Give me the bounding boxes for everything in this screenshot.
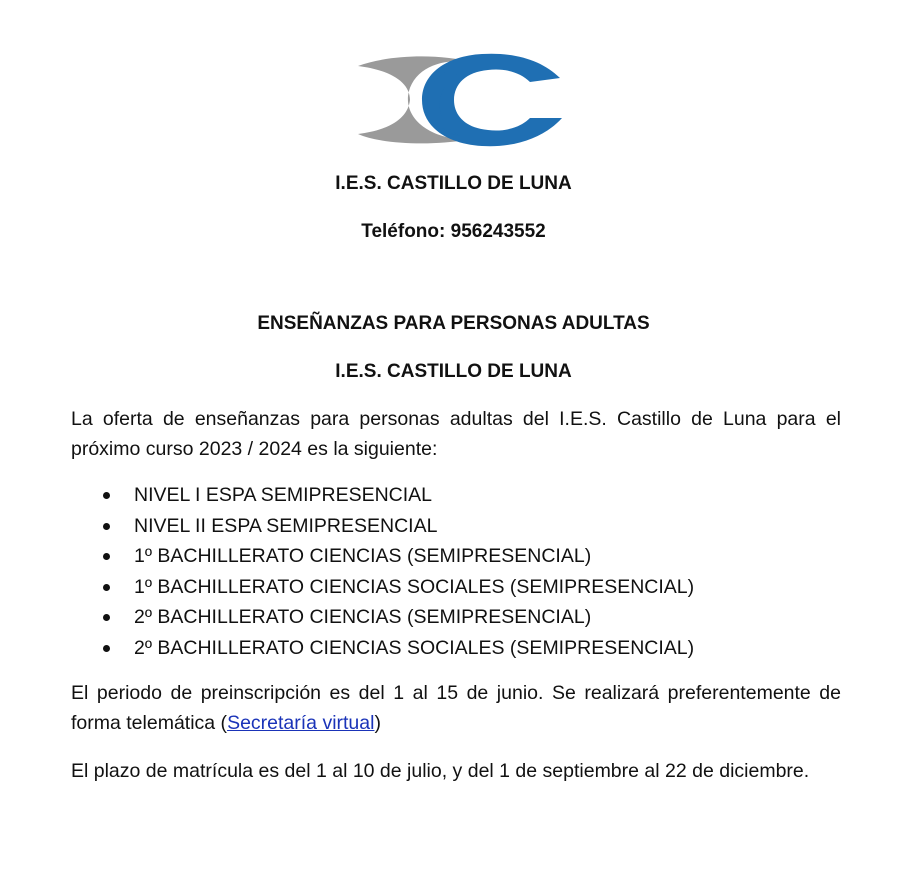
preinscription-text-end: ) xyxy=(374,712,381,734)
offer-label: 1º BACHILLERATO CIENCIAS SOCIALES (SEMIPRESENCIAL) xyxy=(134,575,695,598)
bullet-icon xyxy=(103,645,110,652)
logo-blue-c xyxy=(422,54,562,147)
list-item xyxy=(71,633,694,664)
offer-label: 2º BACHILLERATO CIENCIAS (SEMIPRESENCIAL) xyxy=(134,606,592,628)
intro-paragraph: La oferta de enseñanzas para personas adultas del I.E.S. Castillo de Luna para el próximo curso 2023 / 2024 es la siguiente: xyxy=(71,408,841,460)
offer-label: NIVEL II ESPA SEMIPRESENCIAL xyxy=(134,514,438,537)
list-item xyxy=(71,572,694,603)
castillo-de-luna-logo xyxy=(350,52,566,148)
bullet-icon xyxy=(103,553,110,560)
preinscription-paragraph xyxy=(71,678,841,738)
bullet-icon xyxy=(103,614,110,621)
list-item xyxy=(71,511,694,542)
list-item xyxy=(71,541,694,572)
school-name: I.E.S. CASTILLO DE LUNA xyxy=(335,173,572,194)
list-item xyxy=(71,480,694,511)
secretaria-virtual-link[interactable]: Secretaría virtual xyxy=(227,712,375,734)
bullet-icon xyxy=(103,492,110,499)
list-item xyxy=(71,602,694,633)
offer-label: NIVEL I ESPA SEMIPRESENCIAL xyxy=(134,484,433,506)
section-subtitle: I.E.S. CASTILLO DE LUNA xyxy=(335,361,572,382)
phone-number: Teléfono: 956243552 xyxy=(361,221,546,242)
enrollment-paragraph: El plazo de matrícula es del 1 al 10 de julio, y del 1 de septiembre al 22 de diciembre. xyxy=(71,760,810,782)
offer-label: 2º BACHILLERATO CIENCIAS SOCIALES (SEMIPRESENCIAL) xyxy=(134,636,695,659)
bullet-icon xyxy=(103,584,110,591)
offer-label: 1º BACHILLERATO CIENCIAS (SEMIPRESENCIAL) xyxy=(134,545,592,567)
offer-list xyxy=(71,480,694,663)
bullet-icon xyxy=(103,523,110,530)
section-title: ENSEÑANZAS PARA PERSONAS ADULTAS xyxy=(257,313,650,334)
preinscription-text: El periodo de preinscripción es del 1 al 15 de junio. Se realizará preferentemente de forma telemática ( xyxy=(71,682,841,734)
